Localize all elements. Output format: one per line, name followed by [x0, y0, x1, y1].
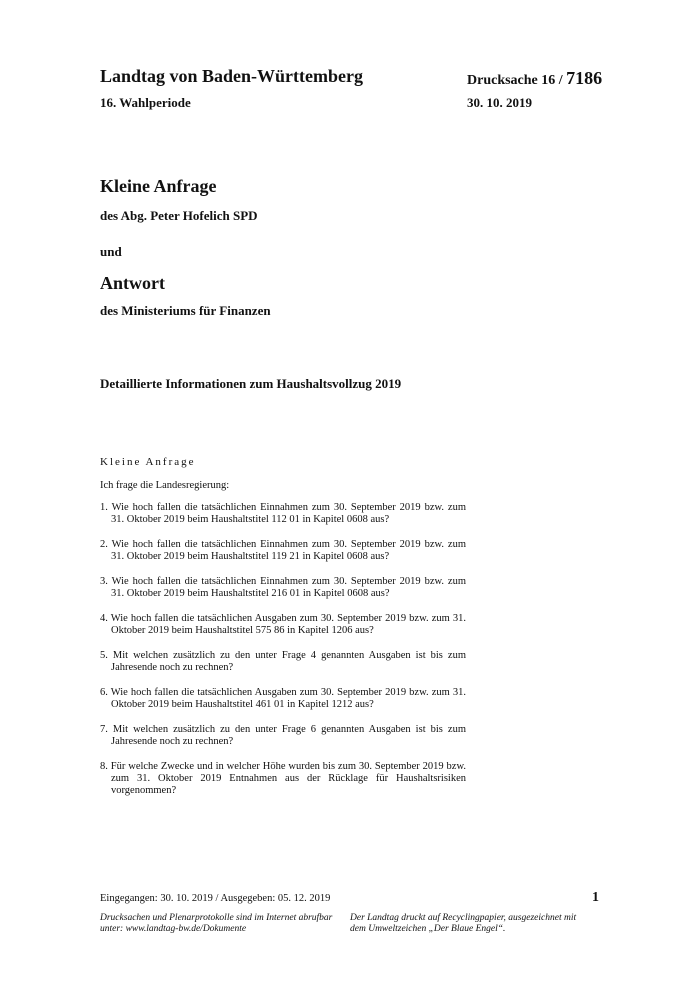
question-item: 2. Wie hoch fallen die tatsächlichen Einnahmen zum 30. September 2019 bzw. zum 31. Oktober 2019 beim Haushaltstitel 119 21 in Kapitel 0608 aus?	[100, 539, 466, 562]
question-list	[100, 502, 466, 810]
question-item: 3. Wie hoch fallen die tatsächlichen Einnahmen zum 30. September 2019 bzw. zum 31. Oktober 2019 beim Haushaltstitel 216 01 in Kapitel 0608 aus?	[100, 576, 466, 599]
footer-internet-note: Drucksachen und Plenarprotokolle sind im Internet abrufbar unter: www.landtag-bw.de/Dokumente	[100, 913, 333, 934]
question-item: 5. Mit welchen zusätzlich zu den unter Frage 4 genannten Ausgaben ist bis zum Jahresende noch zu rechnen?	[100, 650, 466, 673]
document-subject: Detaillierte Informationen zum Haushaltsvollzug 2019	[100, 376, 402, 391]
drucksache-separator: /	[555, 73, 567, 88]
section-label: Kleine Anfrage	[100, 456, 196, 468]
parliament-name: Landtag von Baden-Württemberg	[100, 66, 364, 86]
drucksache-label: Drucksache 16	[467, 73, 556, 88]
heading-antwort: Antwort	[100, 273, 165, 293]
legislative-period: 16. Wahlperiode	[100, 95, 191, 110]
question-item: 1. Wie hoch fallen die tatsächlichen Einnahmen zum 30. September 2019 bzw. zum 31. Oktober 2019 beim Haushaltstitel 112 01 in Kapitel 0608 aus?	[100, 502, 466, 525]
responding-ministry: des Ministeriums für Finanzen	[100, 303, 271, 318]
question-item: 6. Wie hoch fallen die tatsächlichen Ausgaben zum 30. September 2019 bzw. zum 31. Oktober 2019 beim Haushaltstitel 461 01 in Kapitel 1212 aus?	[100, 687, 466, 710]
footer-recycling-note: Der Landtag druckt auf Recyclingpapier, ausgezeichnet mit dem Umweltzeichen „Der Blaue Engel“.	[350, 913, 577, 934]
drucksache-number: 7186	[566, 68, 603, 88]
document-date: 30. 10. 2019	[467, 95, 532, 110]
question-item: 4. Wie hoch fallen die tatsächlichen Ausgaben zum 30. September 2019 bzw. zum 31. Oktober 2019 beim Haushaltstitel 575 86 in Kapitel 1206 aus?	[100, 613, 466, 636]
conjunction: und	[100, 244, 122, 259]
inquirer: des Abg. Peter Hofelich SPD	[100, 208, 258, 223]
heading-kleine-anfrage: Kleine Anfrage	[100, 176, 217, 196]
intro-text: Ich frage die Landesregierung:	[100, 480, 230, 491]
question-item: 7. Mit welchen zusätzlich zu den unter Frage 6 genannten Ausgaben ist bis zum Jahresende noch zu rechnen?	[100, 724, 466, 747]
received-issued-dates: Eingegangen: 30. 10. 2019 / Ausgegeben: 05. 12. 2019	[100, 893, 331, 904]
drucksache-id	[467, 68, 602, 89]
page-number: 1	[592, 890, 599, 905]
question-item: 8. Für welche Zwecke und in welcher Höhe wurden bis zum 30. September 2019 bzw. zum 31. Oktober 2019 Entnahmen aus der Rücklage für Haushaltsrisiken vorgenommen?	[100, 761, 466, 796]
